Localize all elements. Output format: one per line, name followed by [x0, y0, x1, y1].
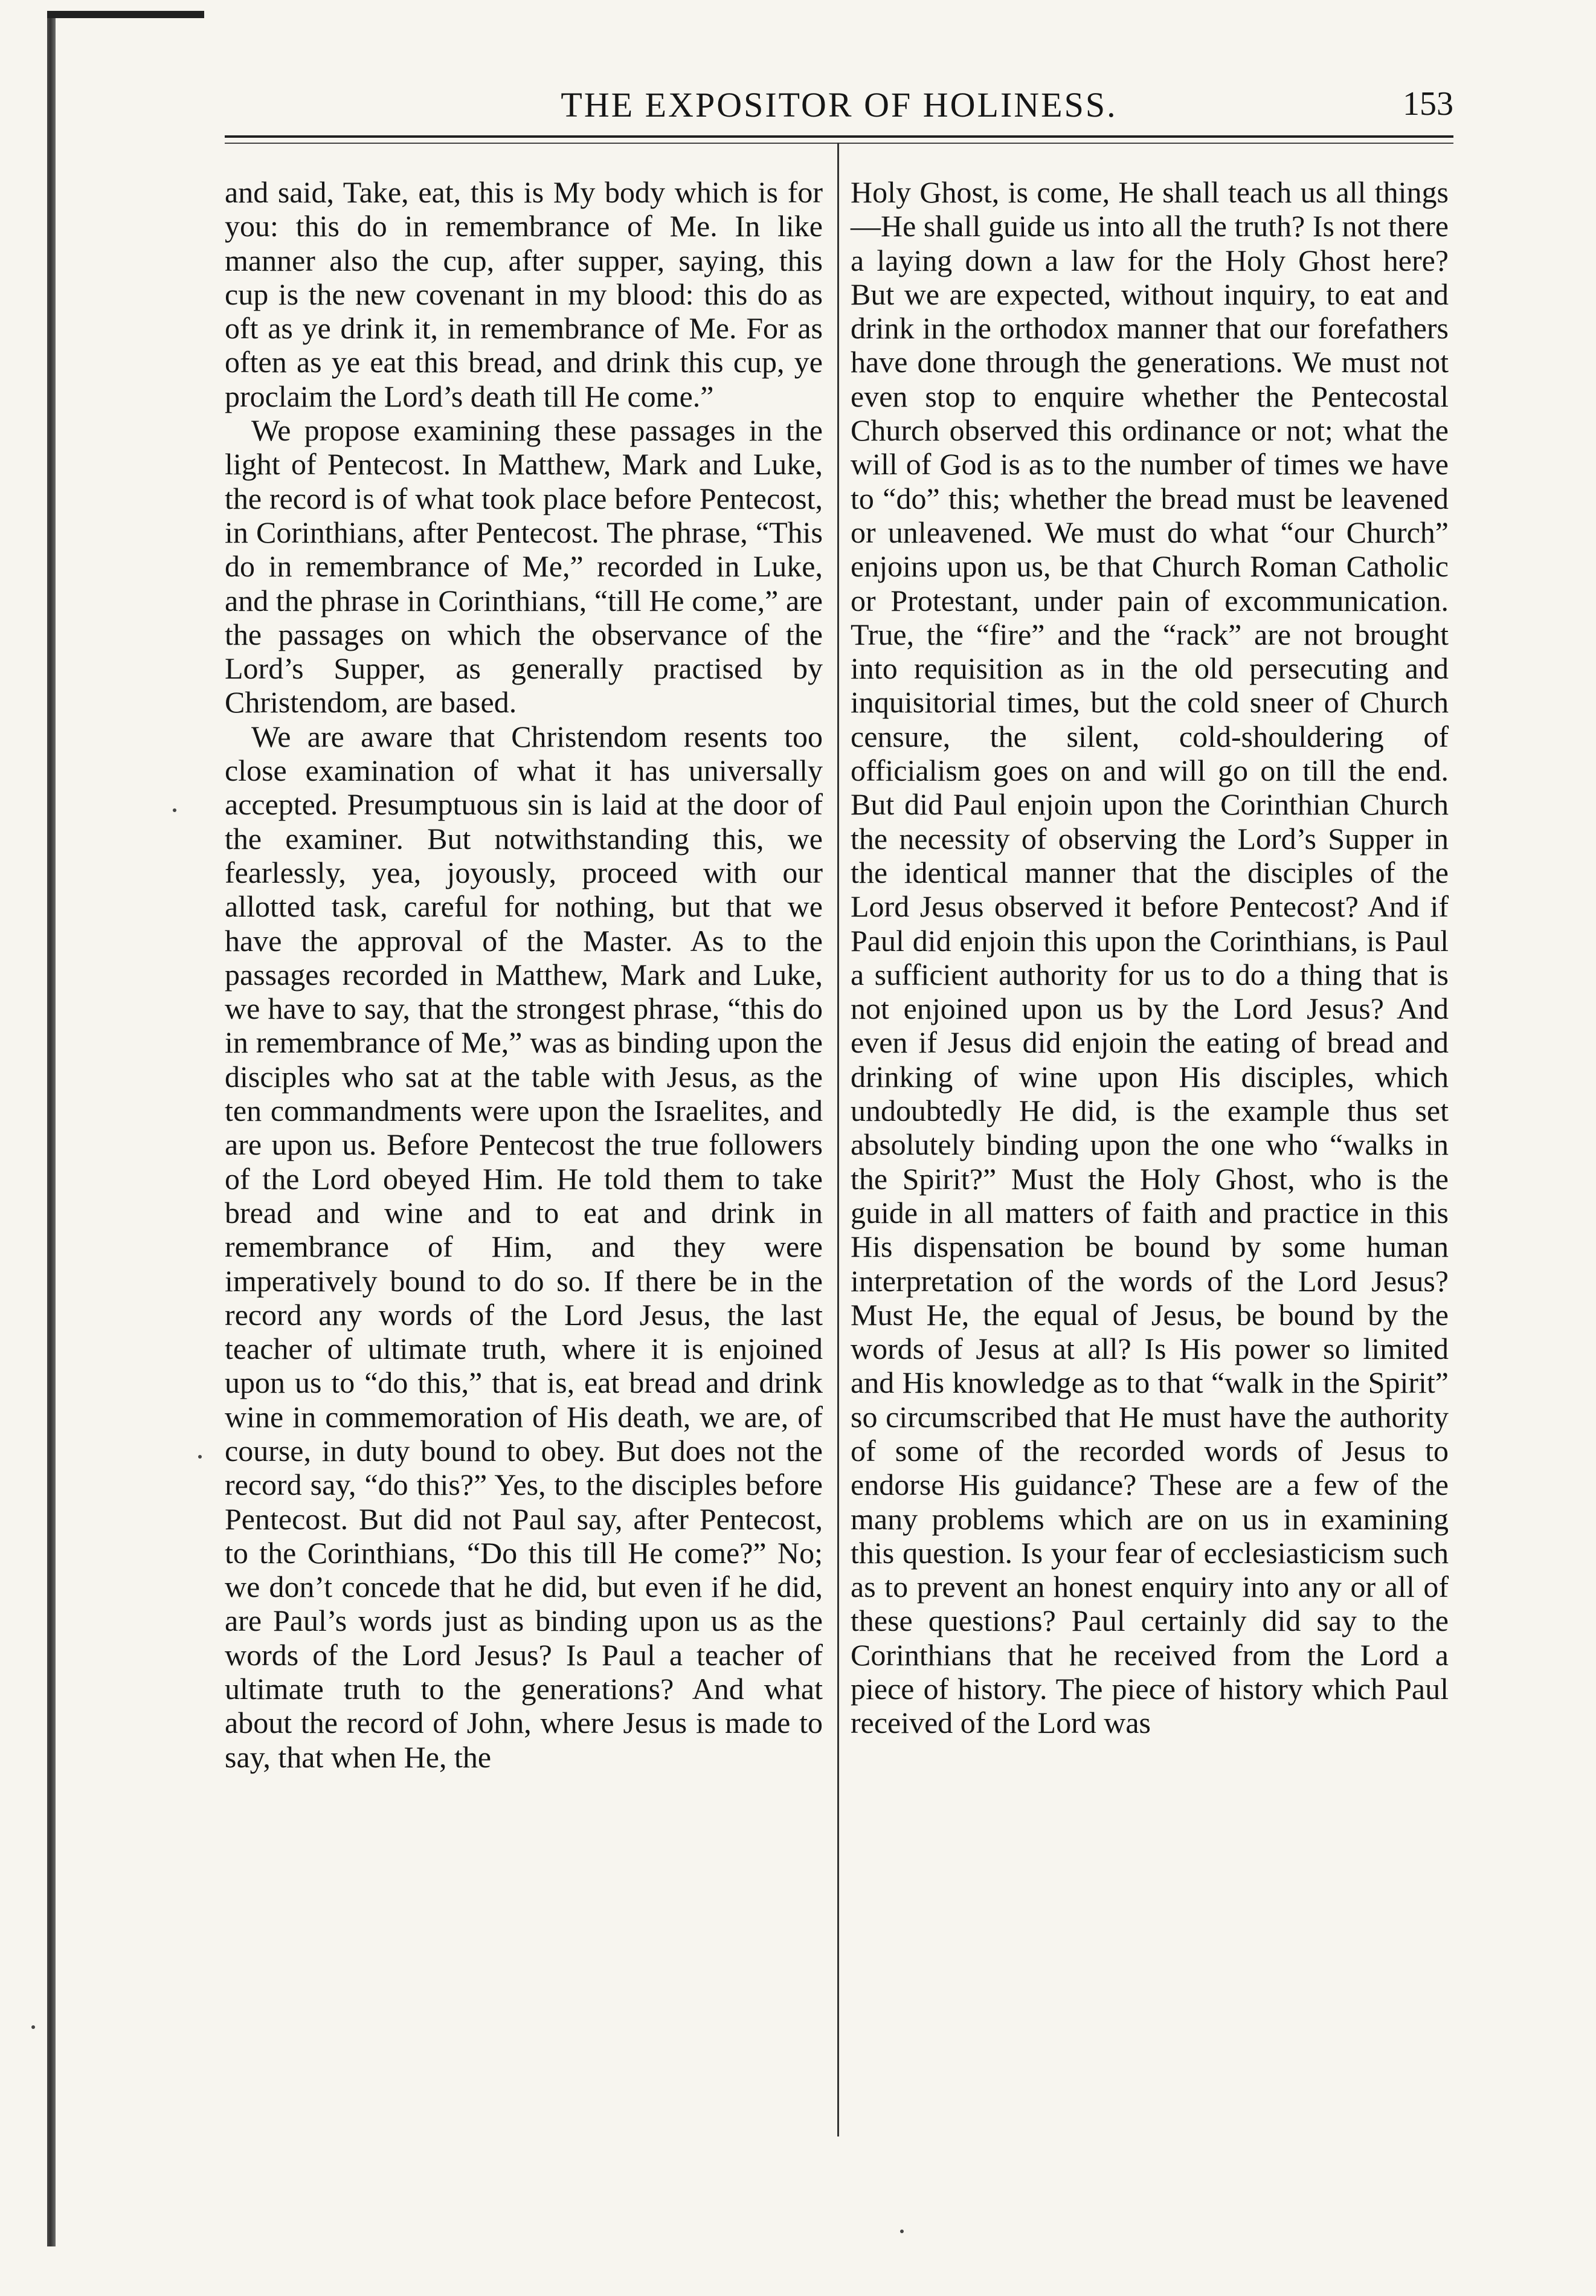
paragraph: and said, Take, eat, this is My body which is for you: this do in remembrance of Me. In like manner also the cup, after supper, saying, this cup is the new covenant in my blood: this do as oft as ye drink it, in remembrance of Me. For as often as ye eat this bread, and drink this cup, ye proclaim the Lord’s death till He come.”: [225, 175, 823, 413]
column-divider: [837, 143, 839, 2136]
right-column: [851, 175, 1449, 1740]
left-column: [225, 175, 823, 1774]
print-speck: [900, 2230, 904, 2233]
page-number: 153: [1403, 85, 1453, 123]
paragraph: We are aware that Christendom resents too close examination of what it has universally accepted. Presumptuous sin is laid at the door of the examiner. But notwithstanding this, we fearlessly, yea, joyously, proceed with our allotted task, careful for nothing, but that we have the approval of the Master. As to the passages recorded in Matthew, Mark and Luke, we have to say, that the strongest phrase, “this do in remembrance of Me,” was as binding upon the disciples who sat at the table with Jesus, as the ten commandments were upon the Israelites, and are upon us. Before Pentecost the true followers of the Lord obeyed Him. He told them to take bread and wine and to eat and drink in remembrance of Him, and they were imperatively bound to do so. If there be in the record any words of the Lord Jesus, the last teacher of ultimate truth, where it is enjoined upon us to “do this,” that is, eat bread and drink wine in commemoration of His death, we are, of course, in duty bound to obey. But does not the record say, “do this?” Yes, to the disciples before Pentecost. But did not Paul say, after Pentecost, to the Corinthians, “Do this till He come?” No; we don’t concede that he did, but even if he did, are Paul’s words just as binding upon us as the words of the Lord Jesus? Is Paul a teacher of ultimate truth to the generations? And what about the record of John, where Jesus is made to say, that when He, the: [225, 719, 823, 1774]
page-binding-edge: [47, 11, 56, 2246]
print-speck: [198, 1455, 202, 1459]
running-header: [225, 79, 1453, 133]
print-speck: [31, 2025, 35, 2029]
paragraph: Holy Ghost, is come, He shall teach us all things—He shall guide us into all the truth? Is not there a laying down a law for the Holy Ghost here? But we are expected, without inquiry, to eat and drink in the orthodox manner that our forefathers have done through the generations. We must not even stop to enquire whether the Pentecostal Church observed this ordinance or not; what the will of God is as to the number of times we have to “do” this; whether the bread must be leavened or unleavened. We must do what “our Church” enjoins upon us, be that Church Roman Catholic or Protestant, under pain of excommunication. True, the “fire” and the “rack” are not brought into requisition as in the old persecuting and inquisitorial times, but the cold sneer of Church censure, the silent, cold-shouldering of officialism goes on and will go on till the end. But did Paul enjoin upon the Corinthian Church the necessity of observing the Lord’s Supper in the identical manner that the disciples of the Lord Jesus observed it before Pentecost? And if Paul did enjoin this upon the Corinthians, is Paul a sufficient authority for us to do a thing that is not enjoined upon us by the Lord Jesus? And even if Jesus did enjoin the eating of bread and drinking of wine upon His disciples, which undoubtedly He did, is the example thus set absolutely binding upon the one who “walks in the Spirit?” Must the Holy Ghost, who is the guide in all matters of faith and practice in this His dispensation be bound by some human interpretation of the words of the Lord Jesus? Must He, the equal of Jesus, be bound by the words of Jesus at all? Is His power so limited and His knowledge as to that “walk in the Spirit” so circumscribed that He must have the authority of some of the recorded words of Jesus to endorse His guidance? These are a few of the many problems which are on us in examining this question. Is your fear of ecclesiasticism such as to prevent an honest enquiry into any or all of these questions? Paul certainly did say to the Corinthians that he received from the Lord a piece of history. The piece of history which Paul received of the Lord was: [851, 175, 1449, 1740]
journal-title: THE EXPOSITOR OF HOLINESS.: [561, 85, 1118, 124]
header-double-rule: [225, 135, 1453, 144]
corner-rule: [47, 11, 204, 18]
paragraph: We propose examining these passages in the light of Pentecost. In Matthew, Mark and Luke, the record is of what took place before Pentecost, in Corinthians, after Pentecost. The phrase, “This do in remembrance of Me,” recorded in Luke, and the phrase in Corinthians, “till He come,” are the passages on which the observance of the Lord’s Supper, as generally practised by Christendom, are based.: [225, 413, 823, 720]
print-speck: [173, 808, 176, 812]
